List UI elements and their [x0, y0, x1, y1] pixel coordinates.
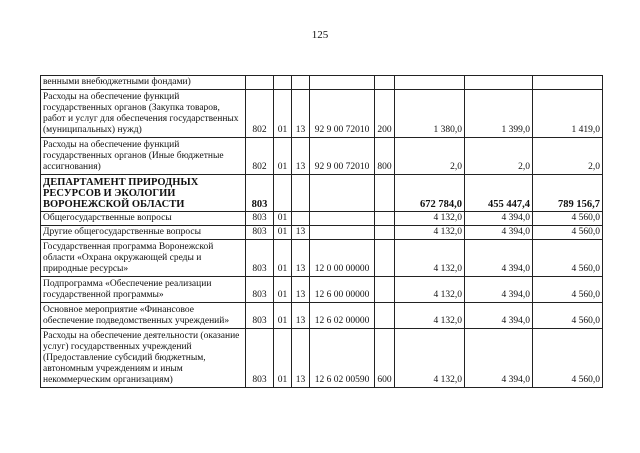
- amount-year-1: 4 132,0: [395, 212, 465, 226]
- gr-code: 803: [246, 175, 274, 212]
- amount-year-2: 4 394,0: [465, 226, 533, 240]
- amount-year-2: 455 447,4: [465, 175, 533, 212]
- row-name: Другие общегосударственные вопросы: [41, 226, 246, 240]
- rz-code: [274, 76, 292, 90]
- amount-year-3: 2,0: [533, 138, 603, 175]
- vr-code: 200: [375, 90, 395, 138]
- pr-code: [292, 76, 310, 90]
- amount-year-2: 4 394,0: [465, 277, 533, 303]
- table-row: [41, 175, 603, 212]
- gr-code: 803: [246, 277, 274, 303]
- rz-code: 01: [274, 240, 292, 277]
- csr-code: [310, 226, 375, 240]
- vr-code: 800: [375, 138, 395, 175]
- row-name: Расходы на обеспечение функций государственных органов (Иные бюджетные ассигнования): [41, 138, 246, 175]
- rz-code: 01: [274, 277, 292, 303]
- pr-code: [292, 175, 310, 212]
- amount-year-3: 4 560,0: [533, 226, 603, 240]
- amount-year-1: 672 784,0: [395, 175, 465, 212]
- vr-code: [375, 240, 395, 277]
- gr-code: 803: [246, 329, 274, 388]
- vr-code: [375, 76, 395, 90]
- amount-year-1: 4 132,0: [395, 329, 465, 388]
- table-row: [41, 329, 603, 388]
- gr-code: 802: [246, 138, 274, 175]
- pr-code: 13: [292, 226, 310, 240]
- amount-year-1: 2,0: [395, 138, 465, 175]
- amount-year-3: 4 560,0: [533, 329, 603, 388]
- table-row: [41, 226, 603, 240]
- table-row: [41, 277, 603, 303]
- amount-year-2: 4 394,0: [465, 329, 533, 388]
- amount-year-3: 4 560,0: [533, 212, 603, 226]
- pr-code: 13: [292, 303, 310, 329]
- amount-year-3: 789 156,7: [533, 175, 603, 212]
- gr-code: [246, 76, 274, 90]
- csr-code: 92 9 00 72010: [310, 138, 375, 175]
- amount-year-1: 4 132,0: [395, 240, 465, 277]
- row-name: ДЕПАРТАМЕНТ ПРИРОДНЫХ РЕСУРСОВ И ЭКОЛОГИИ ВОРОНЕЖСКОЙ ОБЛАСТИ: [41, 175, 246, 212]
- row-name: Государственная программа Воронежской области «Охрана окружающей среды и природные ресурсы»: [41, 240, 246, 277]
- pr-code: 13: [292, 138, 310, 175]
- pr-code: 13: [292, 277, 310, 303]
- row-name: венными внебюджетными фондами): [41, 76, 246, 90]
- csr-code: [310, 76, 375, 90]
- csr-code: [310, 212, 375, 226]
- row-name: Расходы на обеспечение функций государственных органов (Закупка товаров, работ и услуг для обеспечения государственных (муниципальных) нужд): [41, 90, 246, 138]
- row-name: Расходы на обеспечение деятельности (оказание услуг) государственных учреждений (Предоставление субсидий бюджетным, автономным учреждениям и иным некоммерческим организациям): [41, 329, 246, 388]
- csr-code: [310, 175, 375, 212]
- table-row: [41, 212, 603, 226]
- row-name: Общегосударственные вопросы: [41, 212, 246, 226]
- amount-year-2: [465, 76, 533, 90]
- vr-code: 600: [375, 329, 395, 388]
- budget-table: [40, 75, 603, 388]
- amount-year-3: 1 419,0: [533, 90, 603, 138]
- vr-code: [375, 226, 395, 240]
- rz-code: 01: [274, 329, 292, 388]
- gr-code: 802: [246, 90, 274, 138]
- gr-code: 803: [246, 240, 274, 277]
- rz-code: [274, 175, 292, 212]
- vr-code: [375, 303, 395, 329]
- amount-year-2: 4 394,0: [465, 303, 533, 329]
- amount-year-1: 4 132,0: [395, 226, 465, 240]
- rz-code: 01: [274, 90, 292, 138]
- vr-code: [375, 175, 395, 212]
- row-name: Подпрограмма «Обеспечение реализации государственной программы»: [41, 277, 246, 303]
- table-row: [41, 90, 603, 138]
- pr-code: 13: [292, 90, 310, 138]
- rz-code: 01: [274, 212, 292, 226]
- amount-year-3: 4 560,0: [533, 277, 603, 303]
- vr-code: [375, 277, 395, 303]
- amount-year-3: 4 560,0: [533, 303, 603, 329]
- amount-year-3: [533, 76, 603, 90]
- gr-code: 803: [246, 212, 274, 226]
- pr-code: 13: [292, 240, 310, 277]
- rz-code: 01: [274, 226, 292, 240]
- csr-code: 92 9 00 72010: [310, 90, 375, 138]
- csr-code: 12 6 00 00000: [310, 277, 375, 303]
- amount-year-1: 1 380,0: [395, 90, 465, 138]
- row-name: Основное мероприятие «Финансовое обеспечение подведомственных учреждений»: [41, 303, 246, 329]
- vr-code: [375, 212, 395, 226]
- table-row: [41, 138, 603, 175]
- amount-year-1: [395, 76, 465, 90]
- csr-code: 12 6 02 00590: [310, 329, 375, 388]
- pr-code: [292, 212, 310, 226]
- table-row: [41, 76, 603, 90]
- csr-code: 12 6 02 00000: [310, 303, 375, 329]
- gr-code: 803: [246, 226, 274, 240]
- amount-year-1: 4 132,0: [395, 303, 465, 329]
- page-number: 125: [311, 29, 329, 41]
- amount-year-2: 2,0: [465, 138, 533, 175]
- amount-year-2: 4 394,0: [465, 212, 533, 226]
- csr-code: 12 0 00 00000: [310, 240, 375, 277]
- gr-code: 803: [246, 303, 274, 329]
- amount-year-1: 4 132,0: [395, 277, 465, 303]
- table-row: [41, 303, 603, 329]
- pr-code: 13: [292, 329, 310, 388]
- rz-code: 01: [274, 138, 292, 175]
- table-row: [41, 240, 603, 277]
- amount-year-3: 4 560,0: [533, 240, 603, 277]
- amount-year-2: 1 399,0: [465, 90, 533, 138]
- amount-year-2: 4 394,0: [465, 240, 533, 277]
- rz-code: 01: [274, 303, 292, 329]
